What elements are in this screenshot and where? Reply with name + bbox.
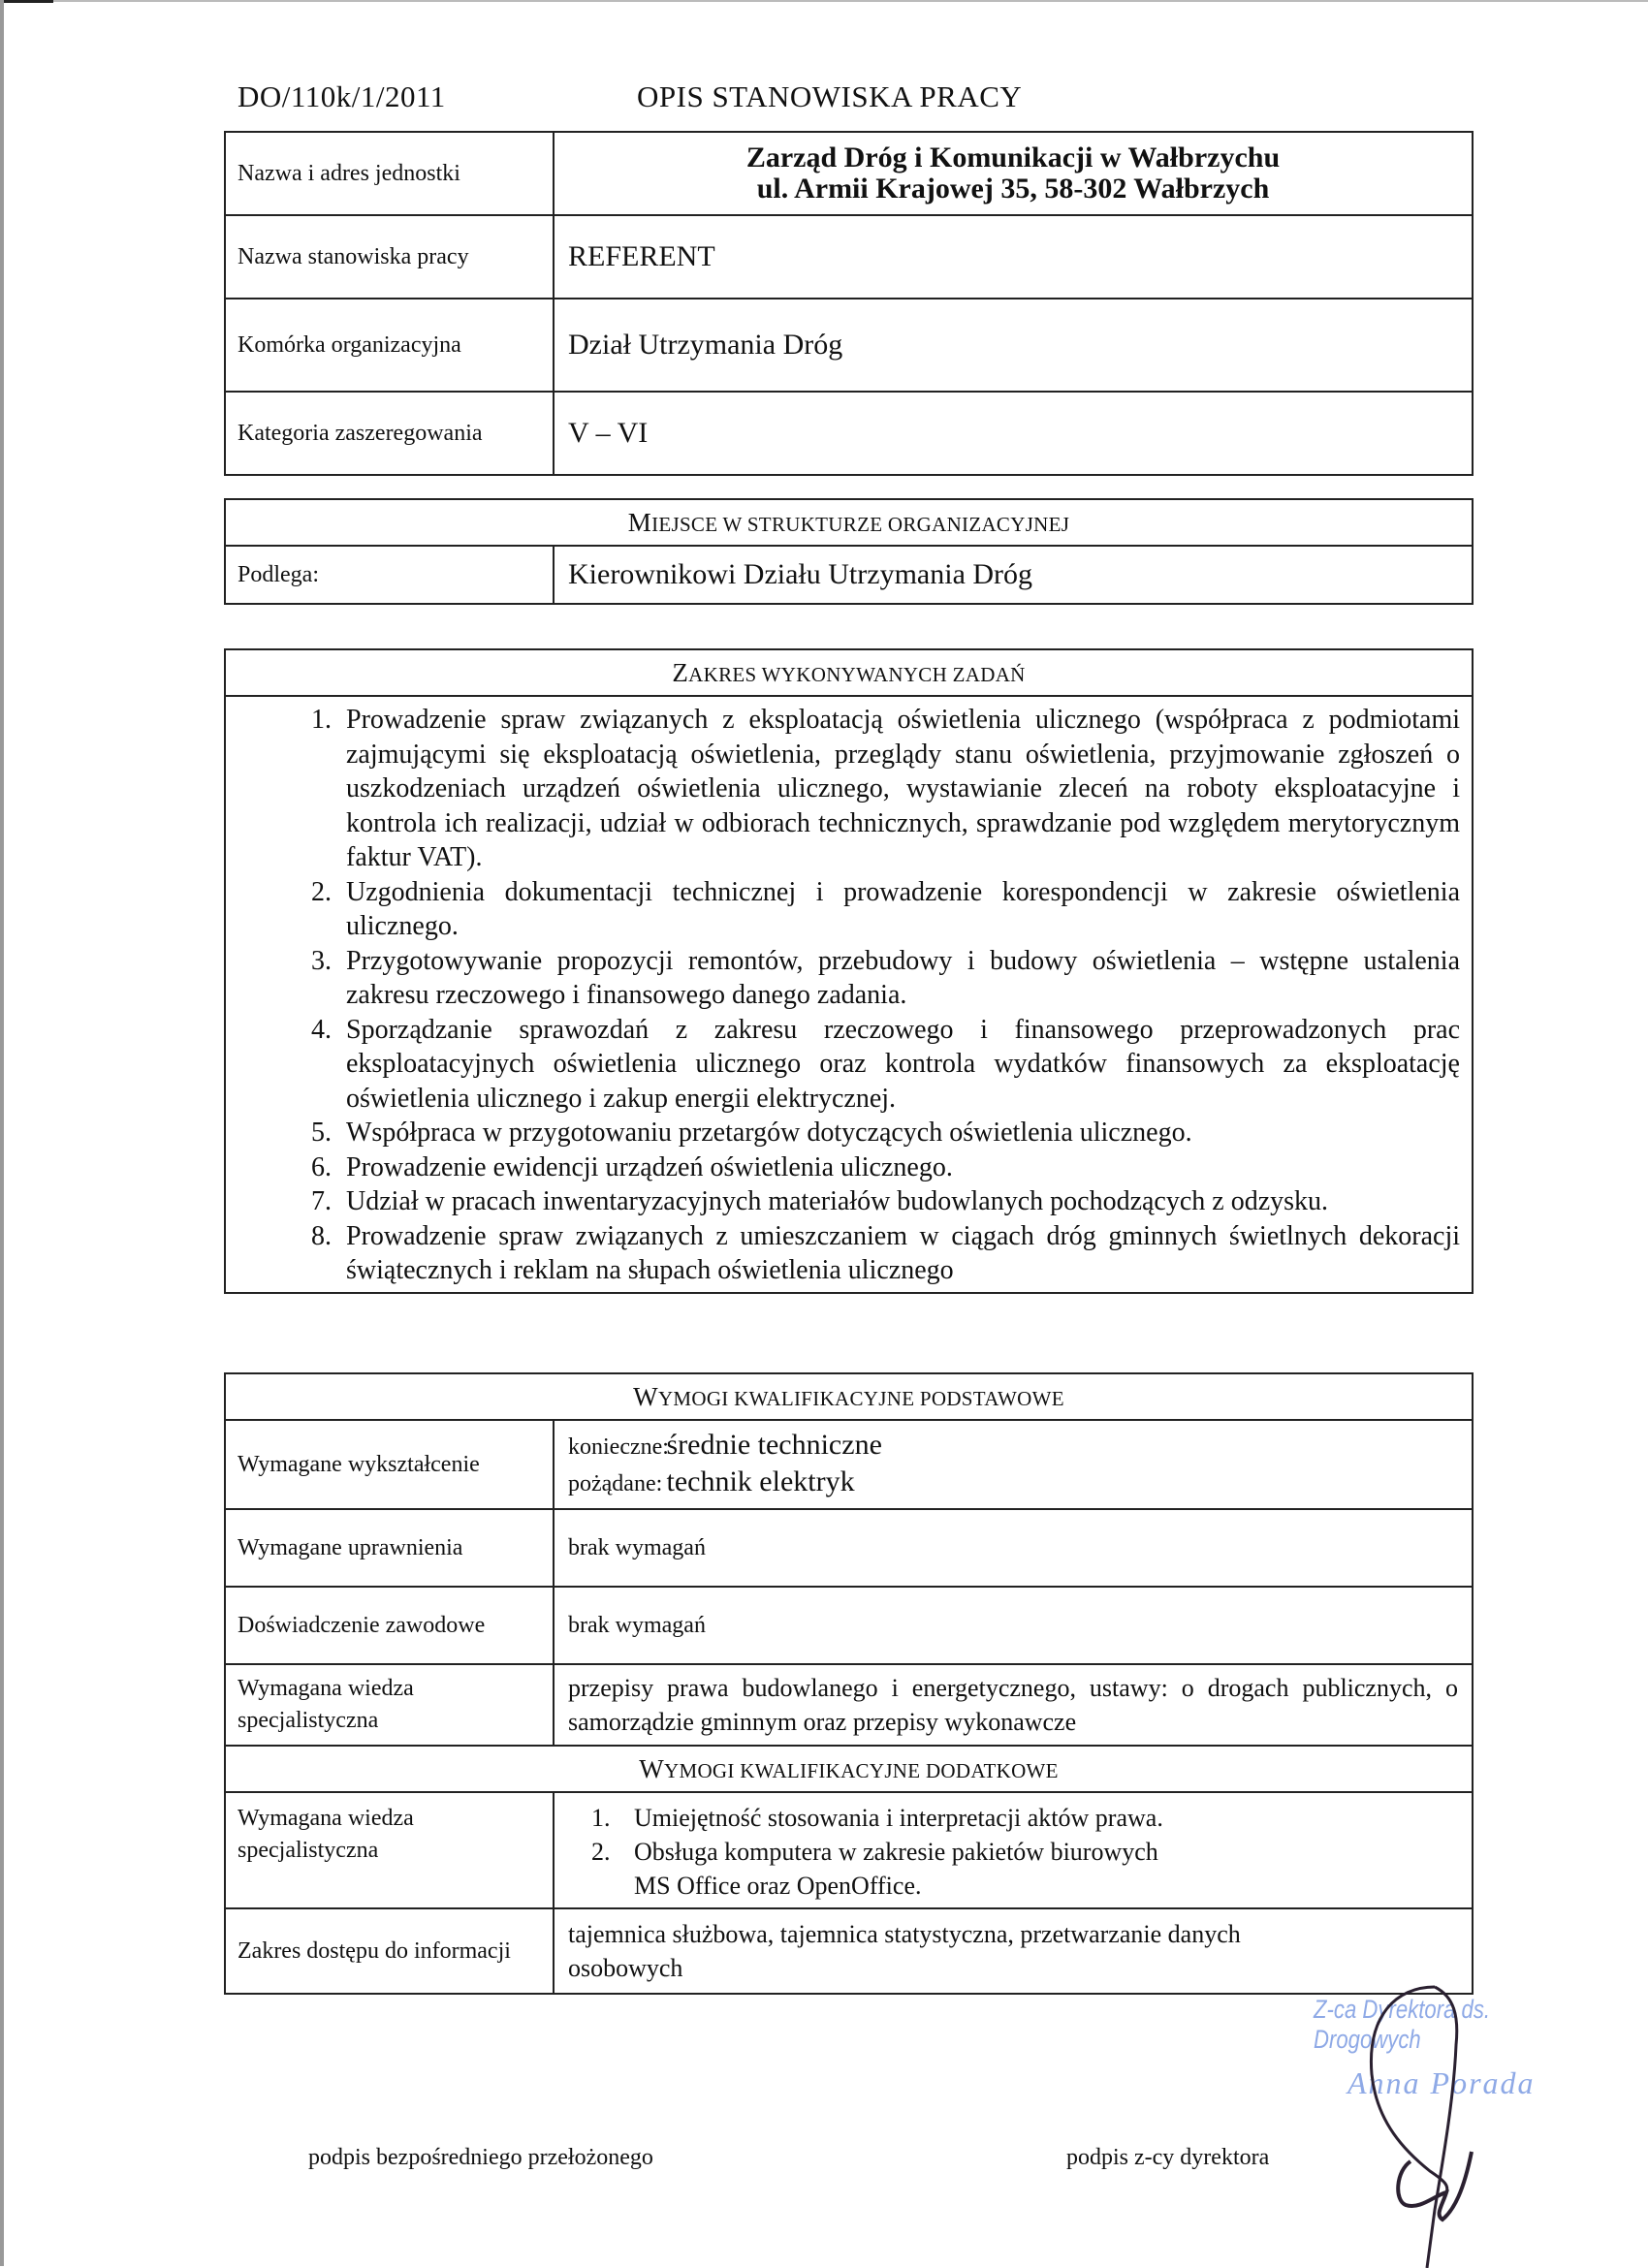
heading-text: YMOGI KWALIFIKACYJNE DODATKOWE — [664, 1758, 1059, 1782]
experience-label: Doświadczenie zawodowe — [225, 1587, 554, 1664]
scan-edge-top — [0, 0, 1648, 2]
table-row — [225, 1509, 1473, 1587]
heading-text: AKRES WYKONYWANYCH ZADAŃ — [688, 662, 1026, 686]
task-item: 4. Sporządzanie sprawozdań z zakresu rzeczowego i finansowego przeprowadzonych prac eksploatacyjnych oświetlenia ulicznego oraz kontrola wydatków finansowych za eksploatację oświetlenia ulicznego i zakup energii elektrycznej. — [338, 1013, 1460, 1117]
task-item: 5. Współpraca w przygotowaniu przetargów dotyczących oświetlenia ulicznego. — [338, 1116, 1460, 1150]
table-row — [225, 1373, 1473, 1420]
education-value — [554, 1420, 1473, 1509]
unit-address: ul. Armii Krajowej 35, 58-302 Wałbrzych — [756, 173, 1270, 205]
heading-capital: M — [627, 507, 652, 537]
table-row — [225, 696, 1473, 1293]
heading-capital: Z — [672, 657, 689, 687]
section-heading-structure — [225, 499, 1473, 546]
tasks-table — [224, 648, 1474, 1294]
heading-text: YMOGI KWALIFIKACYJNE PODSTAWOWE — [657, 1386, 1064, 1410]
task-list — [226, 703, 1460, 1288]
position-name-value: REFERENT — [554, 215, 1473, 299]
section-heading-additional-qualifications — [225, 1746, 1473, 1792]
education-required-value: średnie techniczne — [666, 1429, 882, 1461]
unit-name-value — [554, 132, 1473, 215]
task-item: 6. Prowadzenie ewidencji urządzeń oświetlenia ulicznego. — [338, 1150, 1460, 1185]
table-row — [225, 392, 1473, 475]
table-row — [225, 1587, 1473, 1664]
table-row — [225, 1420, 1473, 1509]
supervisor-signature-label: podpis bezpośredniego przełożonego — [308, 2145, 653, 2170]
basic-info-table — [224, 131, 1474, 476]
table-row — [225, 546, 1473, 604]
info-access-value: tajemnica służbowa, tajemnica statystyczna, przetwarzanie danych osobowych — [554, 1908, 1473, 1994]
list-item: 1. Umiejętność stosowania i interpretacji aktów prawa. — [617, 1801, 1458, 1835]
heading-text: IEJSCE W STRUKTURZE ORGANIZACYJNEJ — [651, 512, 1070, 536]
table-row — [225, 1792, 1473, 1908]
licenses-label: Wymagane uprawnienia — [225, 1509, 554, 1587]
list-item: 2. Obsługa komputera w zakresie pakietów biurowych MS Office oraz OpenOffice. — [617, 1835, 1177, 1903]
table-row — [225, 1908, 1473, 1994]
document-title: OPIS STANOWISKA PRACY — [637, 79, 1023, 113]
org-unit-label: Komórka organizacyjna — [225, 299, 554, 392]
table-row — [225, 215, 1473, 299]
official-stamp-name: Anna Porada — [1347, 2065, 1536, 2100]
table-row — [225, 132, 1473, 215]
table-row — [225, 649, 1473, 696]
heading-capital: W — [639, 1753, 664, 1783]
education-label: Wymagane wykształcenie — [225, 1420, 554, 1509]
task-item: 3. Przygotowywanie propozycji remontów, przebudowy i budowy oświetlenia – wstępne ustalenia zakresu rzeczowego i finansowego danego zadania. — [338, 944, 1460, 1013]
table-row — [225, 499, 1473, 546]
additional-knowledge-value — [554, 1792, 1473, 1908]
scan-edge-left — [0, 0, 4, 2266]
task-item: 1. Prowadzenie spraw związanych z eksploatacją oświetlenia ulicznego (współpraca z podmiotami zajmującymi się eksploatacją oświetlenia, przeglądy stanu oświetlenia, przyjmowanie zgłoszeń o uszkodzeniach urządzeń oświetlenia ulicznego, wystawianie zleceń na roboty eksploatacyjne i kontrola ich realizacji, udział w odbiorach technicznych, sprawdzanie pod względem merytorycznym faktur VAT). — [338, 703, 1460, 875]
scan-edge-mark — [0, 0, 53, 3]
table-row — [225, 299, 1473, 392]
additional-knowledge-label: Wymagana wiedza specjalistyczna — [225, 1792, 554, 1908]
knowledge-value: przepisy prawa budowlanego i energetycznego, ustawy: o drogach publicznych, o samorządzie gminnym oraz przepisy wykonawcze — [554, 1664, 1473, 1746]
task-item: 7. Udział w pracach inwentaryzacyjnych materiałów budowlanych pochodzących z odzysku. — [338, 1184, 1460, 1219]
info-access-label: Zakres dostępu do informacji — [225, 1908, 554, 1994]
reports-to-value: Kierownikowi Działu Utrzymania Dróg — [554, 546, 1473, 604]
qualifications-table — [224, 1372, 1474, 1995]
education-desired-value: technik elektryk — [666, 1465, 855, 1497]
education-required-key: konieczne: — [568, 1434, 669, 1460]
task-item: 2. Uzgodnienia dokumentacji technicznej i prowadzenie korespondencji w zakresie oświetlenia ulicznego. — [338, 875, 1460, 944]
org-unit-value: Dział Utrzymania Dróg — [554, 299, 1473, 392]
unit-name-label: Nazwa i adres jednostki — [225, 132, 554, 215]
document-reference-number: DO/110k/1/2011 — [238, 79, 446, 113]
experience-value: brak wymagań — [554, 1587, 1473, 1664]
pay-category-value: V – VI — [554, 392, 1473, 475]
unit-name: Zarząd Dróg i Komunikacji w Wałbrzychu — [745, 142, 1281, 173]
education-desired-key: pożądane: — [568, 1471, 663, 1496]
task-item: 8. Prowadzenie spraw związanych z umieszczaniem w ciągach dróg gminnych świetlnych dekoracji świątecznych i reklam na słupach oświetlenia ulicznego — [338, 1219, 1460, 1288]
reports-to-label: Podlega: — [225, 546, 554, 604]
task-list-cell — [225, 696, 1473, 1293]
table-row — [225, 1664, 1473, 1746]
table-row — [225, 1746, 1473, 1792]
deputy-director-signature-label: podpis z-cy dyrektora — [1066, 2145, 1270, 2170]
section-heading-tasks — [225, 649, 1473, 696]
additional-knowledge-list — [568, 1801, 1458, 1903]
heading-capital: W — [633, 1381, 658, 1411]
handwritten-signature-icon — [1357, 1977, 1493, 2268]
knowledge-label: Wymagana wiedza specjalistyczna — [225, 1664, 554, 1746]
position-name-label: Nazwa stanowiska pracy — [225, 215, 554, 299]
licenses-value: brak wymagań — [554, 1509, 1473, 1587]
section-heading-basic-qualifications — [225, 1373, 1473, 1420]
pay-category-label: Kategoria zaszeregowania — [225, 392, 554, 475]
org-structure-table — [224, 498, 1474, 605]
official-stamp-title: Z-ca Dyrektora ds. Drogowych — [1314, 1995, 1491, 2054]
